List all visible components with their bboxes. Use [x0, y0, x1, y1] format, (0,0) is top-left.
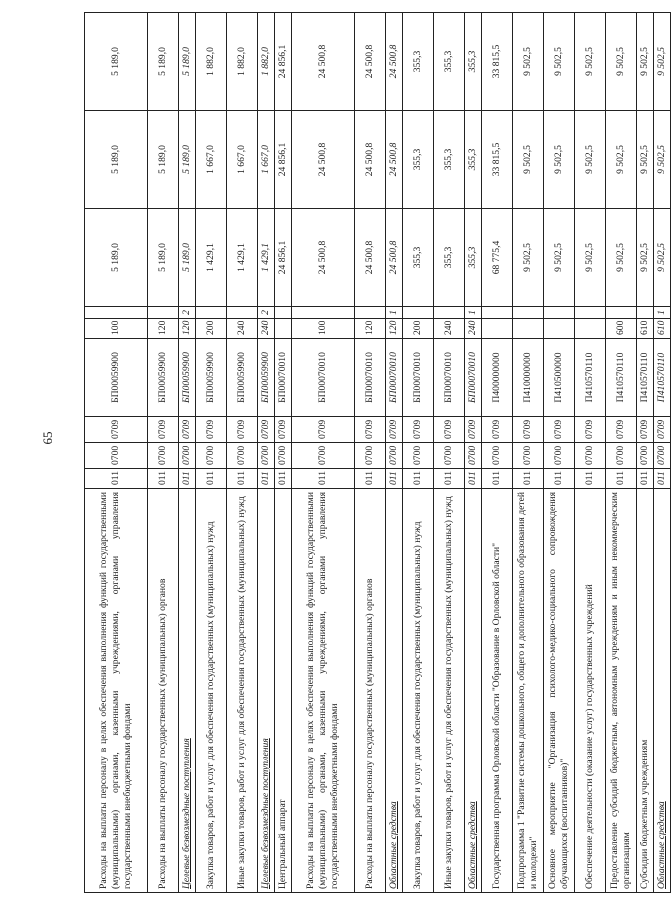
target-article-code: БП00070010	[403, 339, 434, 417]
source-code: 1	[386, 307, 403, 319]
row-name: Обеспечение деятельности (оказание услуг) государственных учреждений	[575, 489, 606, 893]
expense-type-code	[482, 319, 513, 339]
section-code: 0700	[148, 443, 179, 469]
source-code: 1	[465, 307, 482, 319]
subsection-code: 0709	[179, 417, 196, 443]
amount-year-1: 355,3	[465, 209, 482, 307]
amount-year-2: 355,3	[434, 111, 465, 209]
target-article-code: БП00059900	[227, 339, 258, 417]
row-name: Расходы на выплаты персоналу государственных (муниципальных) органов	[148, 489, 179, 893]
table-row	[465, 13, 482, 893]
target-article-code: П400000000	[482, 339, 513, 417]
subsection-code: 0709	[465, 417, 482, 443]
amount-year-3: 24 856,1	[275, 13, 292, 111]
row-name: Субсидии бюджетным учреждениям	[637, 489, 654, 893]
row-name: Иные закупки товаров, работ и услуг для обеспечения государственных (муниципальных) нужд	[227, 489, 258, 893]
target-article-code: БП00059900	[85, 339, 148, 417]
amount-year-1: 9 502,5	[544, 209, 575, 307]
amount-year-1: 9 502,5	[606, 209, 637, 307]
amount-year-3: 1 882,0	[196, 13, 227, 111]
admin-code: 011	[227, 469, 258, 489]
expense-type-code: 120	[148, 319, 179, 339]
amount-year-3: 5 189,0	[85, 13, 148, 111]
expense-type-code	[575, 319, 606, 339]
admin-code: 011	[292, 469, 355, 489]
source-code	[482, 307, 513, 319]
table-row	[637, 13, 654, 893]
amount-year-1: 24 500,8	[386, 209, 403, 307]
subsection-code: 0709	[403, 417, 434, 443]
amount-year-2: 9 502,5	[544, 111, 575, 209]
expense-type-code: 120	[355, 319, 386, 339]
amount-year-3: 9 502,5	[513, 13, 544, 111]
expense-type-code: 240	[434, 319, 465, 339]
admin-code: 011	[434, 469, 465, 489]
amount-year-1: 1 429,1	[227, 209, 258, 307]
target-article-code: БП00070010	[292, 339, 355, 417]
table-row	[513, 13, 544, 893]
source-code	[513, 307, 544, 319]
table-row	[386, 13, 403, 893]
amount-year-3: 9 502,5	[606, 13, 637, 111]
expense-type-code: 600	[606, 319, 637, 339]
section-code: 0700	[403, 443, 434, 469]
admin-code: 011	[386, 469, 403, 489]
table-row	[292, 13, 355, 893]
target-article-code: БП00059900	[258, 339, 275, 417]
amount-year-2: 33 815,5	[482, 111, 513, 209]
subsection-code: 0709	[85, 417, 148, 443]
expense-type-code: 200	[196, 319, 227, 339]
target-article-code: БП00070010	[355, 339, 386, 417]
section-code: 0700	[275, 443, 292, 469]
amount-year-1: 9 502,5	[513, 209, 544, 307]
subsection-code: 0709	[434, 417, 465, 443]
section-code: 0700	[434, 443, 465, 469]
amount-year-1: 5 189,0	[179, 209, 196, 307]
amount-year-3: 355,3	[403, 13, 434, 111]
amount-year-3: 9 502,5	[544, 13, 575, 111]
subsection-code: 0709	[386, 417, 403, 443]
admin-code: 011	[148, 469, 179, 489]
page-number: 65	[40, 431, 55, 445]
table-row	[482, 13, 513, 893]
source-code	[355, 307, 386, 319]
source-code	[434, 307, 465, 319]
amount-year-3: 24 500,8	[355, 13, 386, 111]
row-name: Расходы на выплаты персоналу в целях обеспечения выполнения функций государственными (муниципальными) органами, казенными учреждениями, органами управления государственными внебюджетными фондами	[85, 489, 148, 893]
subsection-code: 0709	[148, 417, 179, 443]
target-article-code: БП00059900	[196, 339, 227, 417]
target-article-code: БП00059900	[148, 339, 179, 417]
table-row	[575, 13, 606, 893]
admin-code: 011	[513, 469, 544, 489]
section-code: 0700	[355, 443, 386, 469]
expense-type-code: 240	[258, 319, 275, 339]
table-row	[179, 13, 196, 893]
table-row	[654, 13, 671, 893]
row-name: Закупка товаров, работ и услуг для обеспечения государственных (муниципальных) нужд	[403, 489, 434, 893]
subsection-code: 0709	[258, 417, 275, 443]
row-name: Областные средства	[654, 489, 671, 893]
amount-year-2: 5 189,0	[148, 111, 179, 209]
section-code: 0700	[386, 443, 403, 469]
expense-type-code	[513, 319, 544, 339]
row-name: Расходы на выплаты персоналу государственных (муниципальных) органов	[355, 489, 386, 893]
table-row	[196, 13, 227, 893]
table-row	[227, 13, 258, 893]
amount-year-2: 9 502,5	[575, 111, 606, 209]
expense-type-code: 610	[654, 319, 671, 339]
target-article-code: БП00070010	[275, 339, 292, 417]
amount-year-1: 5 189,0	[148, 209, 179, 307]
admin-code: 011	[654, 469, 671, 489]
subsection-code: 0709	[637, 417, 654, 443]
amount-year-1: 5 189,0	[85, 209, 148, 307]
expense-type-code: 240	[227, 319, 258, 339]
row-name: Областные средства	[386, 489, 403, 893]
expense-type-code: 120	[179, 319, 196, 339]
table-row	[275, 13, 292, 893]
amount-year-2: 24 500,8	[386, 111, 403, 209]
source-code: 2	[258, 307, 275, 319]
table-row	[355, 13, 386, 893]
budget-table	[84, 12, 671, 893]
amount-year-1: 1 429,1	[196, 209, 227, 307]
amount-year-1: 24 500,8	[292, 209, 355, 307]
amount-year-1: 68 775,4	[482, 209, 513, 307]
amount-year-2: 355,3	[403, 111, 434, 209]
section-code: 0700	[654, 443, 671, 469]
subsection-code: 0709	[355, 417, 386, 443]
target-article-code: П410570110	[575, 339, 606, 417]
section-code: 0700	[258, 443, 275, 469]
source-code: 1	[654, 307, 671, 319]
section-code: 0700	[292, 443, 355, 469]
source-code	[544, 307, 575, 319]
amount-year-1: 355,3	[403, 209, 434, 307]
subsection-code: 0709	[513, 417, 544, 443]
target-article-code: П410000000	[513, 339, 544, 417]
expense-type-code: 100	[85, 319, 148, 339]
expense-type-code	[544, 319, 575, 339]
subsection-code: 0709	[482, 417, 513, 443]
amount-year-3: 355,3	[465, 13, 482, 111]
subsection-code: 0709	[196, 417, 227, 443]
target-article-code: БП00070010	[465, 339, 482, 417]
source-code	[148, 307, 179, 319]
admin-code: 011	[355, 469, 386, 489]
target-article-code: П410570110	[606, 339, 637, 417]
subsection-code: 0709	[275, 417, 292, 443]
budget-table-body	[85, 13, 671, 893]
table-row	[434, 13, 465, 893]
section-code: 0700	[227, 443, 258, 469]
amount-year-2: 24 856,1	[275, 111, 292, 209]
amount-year-1: 24 500,8	[355, 209, 386, 307]
admin-code: 011	[637, 469, 654, 489]
section-code: 0700	[196, 443, 227, 469]
row-name: Основное мероприятие "Организация психолого-медико-социального сопровождения обучающихся (воспитанников)"	[544, 489, 575, 893]
amount-year-2: 5 189,0	[85, 111, 148, 209]
section-code: 0700	[575, 443, 606, 469]
section-code: 0700	[85, 443, 148, 469]
budget-table-container	[84, 13, 668, 893]
source-code	[403, 307, 434, 319]
admin-code: 011	[606, 469, 637, 489]
expense-type-code: 200	[403, 319, 434, 339]
amount-year-2: 9 502,5	[637, 111, 654, 209]
source-code	[575, 307, 606, 319]
table-row	[403, 13, 434, 893]
amount-year-2: 1 667,0	[227, 111, 258, 209]
table-row	[148, 13, 179, 893]
table-row	[85, 13, 148, 893]
source-code	[292, 307, 355, 319]
section-code: 0700	[637, 443, 654, 469]
subsection-code: 0709	[292, 417, 355, 443]
admin-code: 011	[465, 469, 482, 489]
row-name: Подпрограмма 1 "Развитие системы дошкольного, общего и дополнительного образования детей и молодежи"	[513, 489, 544, 893]
subsection-code: 0709	[654, 417, 671, 443]
section-code: 0700	[606, 443, 637, 469]
expense-type-code: 100	[292, 319, 355, 339]
table-row	[258, 13, 275, 893]
section-code: 0700	[465, 443, 482, 469]
amount-year-2: 1 667,0	[196, 111, 227, 209]
amount-year-3: 33 815,5	[482, 13, 513, 111]
source-code: 2	[179, 307, 196, 319]
row-name: Расходы на выплаты персоналу в целях обеспечения выполнения функций государственными (муниципальными) органами, казенными учреждениями, органами управления государственными внебюджетными фондами	[292, 489, 355, 893]
amount-year-1: 1 429,1	[258, 209, 275, 307]
amount-year-1: 9 502,5	[575, 209, 606, 307]
amount-year-3: 1 882,0	[258, 13, 275, 111]
source-code	[637, 307, 654, 319]
amount-year-2: 9 502,5	[606, 111, 637, 209]
source-code	[85, 307, 148, 319]
section-code: 0700	[513, 443, 544, 469]
source-code	[606, 307, 637, 319]
admin-code: 011	[275, 469, 292, 489]
admin-code: 011	[258, 469, 275, 489]
row-name: Закупка товаров, работ и услуг для обеспечения государственных (муниципальных) нужд	[196, 489, 227, 893]
admin-code: 011	[85, 469, 148, 489]
amount-year-1: 24 856,1	[275, 209, 292, 307]
amount-year-3: 24 500,8	[292, 13, 355, 111]
subsection-code: 0709	[606, 417, 637, 443]
source-code	[227, 307, 258, 319]
subsection-code: 0709	[575, 417, 606, 443]
amount-year-2: 355,3	[465, 111, 482, 209]
amount-year-2: 1 667,0	[258, 111, 275, 209]
amount-year-3: 24 500,8	[386, 13, 403, 111]
target-article-code: П410570110	[637, 339, 654, 417]
target-article-code: БП00070010	[386, 339, 403, 417]
row-name: Предоставление субсидий бюджетным, автономным учреждениям и иным некоммерческим организациям	[606, 489, 637, 893]
amount-year-3: 1 882,0	[227, 13, 258, 111]
row-name: Областные средства	[465, 489, 482, 893]
amount-year-1: 9 502,5	[654, 209, 671, 307]
row-name: Государственная программа Орловской области "Образование в Орловской области"	[482, 489, 513, 893]
admin-code: 011	[196, 469, 227, 489]
expense-type-code: 240	[465, 319, 482, 339]
amount-year-3: 5 189,0	[179, 13, 196, 111]
subsection-code: 0709	[544, 417, 575, 443]
source-code	[196, 307, 227, 319]
amount-year-2: 24 500,8	[355, 111, 386, 209]
amount-year-3: 355,3	[434, 13, 465, 111]
amount-year-3: 9 502,5	[575, 13, 606, 111]
target-article-code: П410500000	[544, 339, 575, 417]
section-code: 0700	[544, 443, 575, 469]
subsection-code: 0709	[227, 417, 258, 443]
amount-year-2: 5 189,0	[179, 111, 196, 209]
expense-type-code: 610	[637, 319, 654, 339]
amount-year-1: 9 502,5	[637, 209, 654, 307]
row-name: Иные закупки товаров, работ и услуг для обеспечения государственных (муниципальных) нужд	[434, 489, 465, 893]
amount-year-3: 9 502,5	[654, 13, 671, 111]
admin-code: 011	[179, 469, 196, 489]
admin-code: 011	[575, 469, 606, 489]
row-name: Центральный аппарат	[275, 489, 292, 893]
target-article-code: БП00070010	[434, 339, 465, 417]
amount-year-3: 5 189,0	[148, 13, 179, 111]
amount-year-3: 9 502,5	[637, 13, 654, 111]
table-row	[606, 13, 637, 893]
row-name: Целевые безвозмездные поступления	[258, 489, 275, 893]
amount-year-2: 24 500,8	[292, 111, 355, 209]
amount-year-2: 9 502,5	[654, 111, 671, 209]
admin-code: 011	[482, 469, 513, 489]
amount-year-1: 355,3	[434, 209, 465, 307]
target-article-code: П410570110	[654, 339, 671, 417]
admin-code: 011	[403, 469, 434, 489]
section-code: 0700	[482, 443, 513, 469]
source-code	[275, 307, 292, 319]
expense-type-code: 120	[386, 319, 403, 339]
table-row	[544, 13, 575, 893]
section-code: 0700	[179, 443, 196, 469]
expense-type-code	[275, 319, 292, 339]
amount-year-2: 9 502,5	[513, 111, 544, 209]
admin-code: 011	[544, 469, 575, 489]
target-article-code: БП00059900	[179, 339, 196, 417]
row-name: Целевые безвозмездные поступления	[179, 489, 196, 893]
